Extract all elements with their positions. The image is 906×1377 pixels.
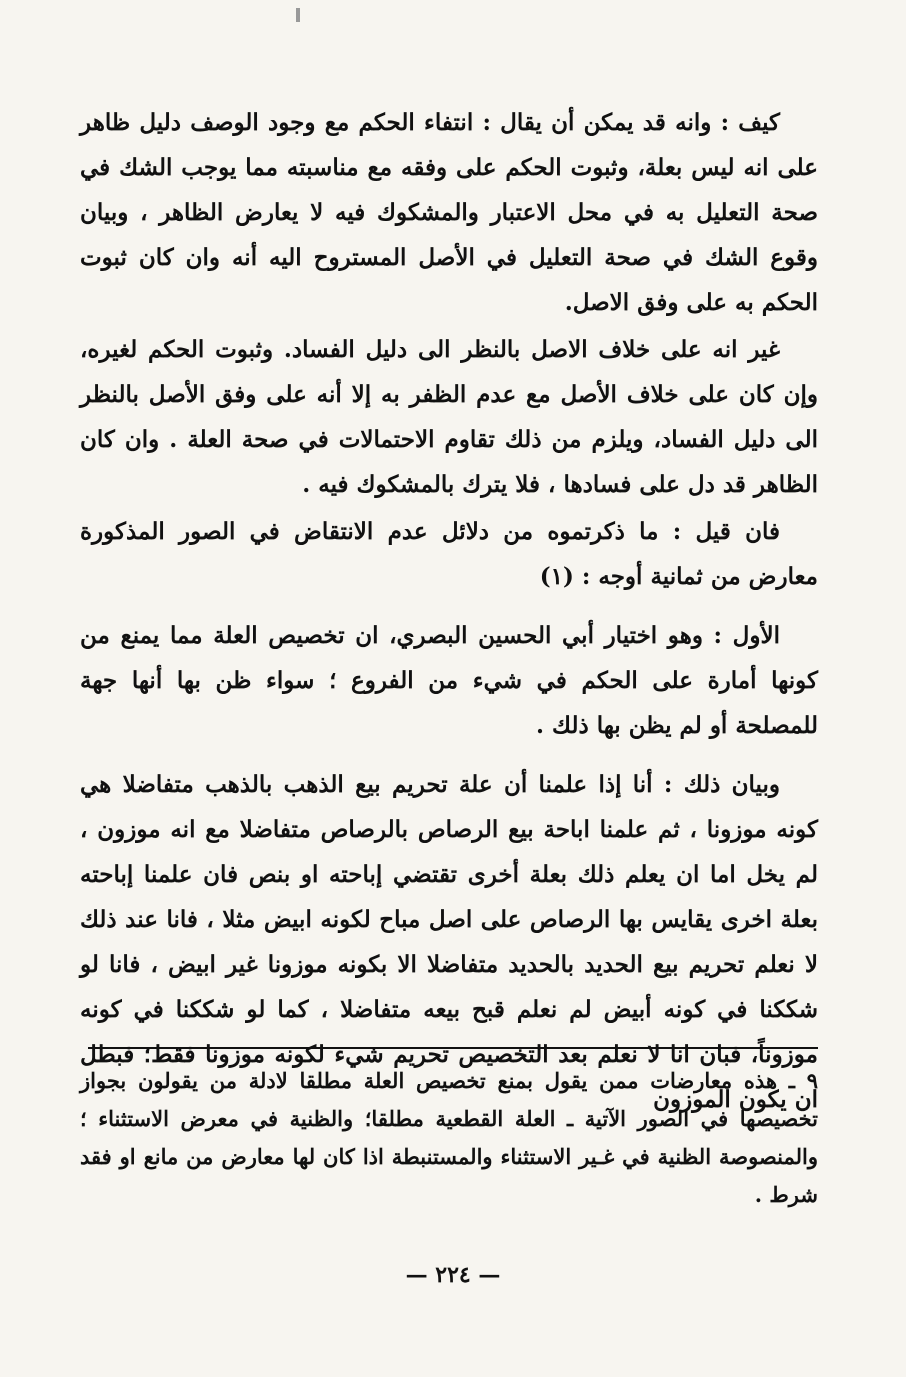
paragraph-1: كيف : وانه قد يمكن أن يقال : انتفاء الحكم مع وجود الوصف دليل ظاهر على انه ليس بعلة، وثبوت الحكم على وفقه مع مناسبته مما يوجب الشك في صحة التعليل به في محل الاعتبار والمشكوك فيه لا يعارض الظاهر ، وبيان وقوع الشك في صحة التعليل في الأصل المستروح اليه أنه وان كان ثبوت الحكم به على وفق الاصل.	[80, 109, 818, 316]
footnotes	[80, 1062, 818, 1214]
page-number: — ٢٢٤ —	[405, 1262, 501, 1288]
paragraph-3: فان قيل : ما ذكرتموه من دلائل عدم الانتقاض في الصور المذكورة معارض من ثمانية أوجه : (١)	[80, 518, 818, 590]
main-text	[80, 100, 818, 1122]
paragraph-5: وبيان ذلك : أنا إذا علمنا أن علة تحريم بيع الذهب بالذهب متفاضلا هي كونه موزونا ، ثم علمنا اباحة بيع الرصاص بالرصاص متفاضلا مع انه موزون ، لم يخل اما ان يعلم ذلك بعلة أخرى تقتضي إباحته او بنص فان علمنا إباحته بعلة اخرى يقايس بها الرصاص على اصل مباح لكونه ابيض مثلا ، فانا عند ذلك لا نعلم تحريم بيع الحديد بالحديد متفاضلا الا بكونه موزونا غير ابيض ، فانا لو شككنا في كونه أبيض لم نعلم قبح بيعه متفاضلا ، كما لو شككنا في كونه موزوناً، فبان انا لا نعلم بعد التخصيص تحريم شيء لكونه موزونا فقط؛ فبطل ان يكون الموزون	[80, 771, 818, 1113]
footnote-divider	[88, 1047, 818, 1049]
scan-mark	[296, 8, 300, 22]
footnote-1: ٩ ـ هذه معارضات ممن يقول بمنع تخصيص العلة مطلقا لادلة من يقولون بجواز تخصيصها في الصور الآتية ـ العلة القطعية مطلقا؛ والظنية في معرض الاستثناء ؛ والمنصوصة الظنية في غـير الاستثناء والمستنبطة اذا كان لها معارض من مانع او فقد شرط .	[80, 1068, 818, 1207]
paragraph-4: الأول : وهو اختيار أبي الحسين البصري، ان تخصيص العلة مما يمنع من كونها أمارة على الحكم في شيء من الفروع ؛ سواء ظن بها أنها جهة للمصلحة أو لم يظن بها ذلك .	[80, 622, 818, 739]
paragraph-2: غير انه على خلاف الاصل بالنظر الى دليل الفساد. وثبوت الحكم لغيره، وإن كان على خلاف الأصل مع عدم الظفر به إلا أنه على وفق الأصل بالنظر الى دليل الفساد، ويلزم من ذلك تقاوم الاحتمالات في صحة العلة . وان كان الظاهر قد دل على فسادها ، فلا يترك بالمشكوك فيه .	[80, 336, 818, 498]
